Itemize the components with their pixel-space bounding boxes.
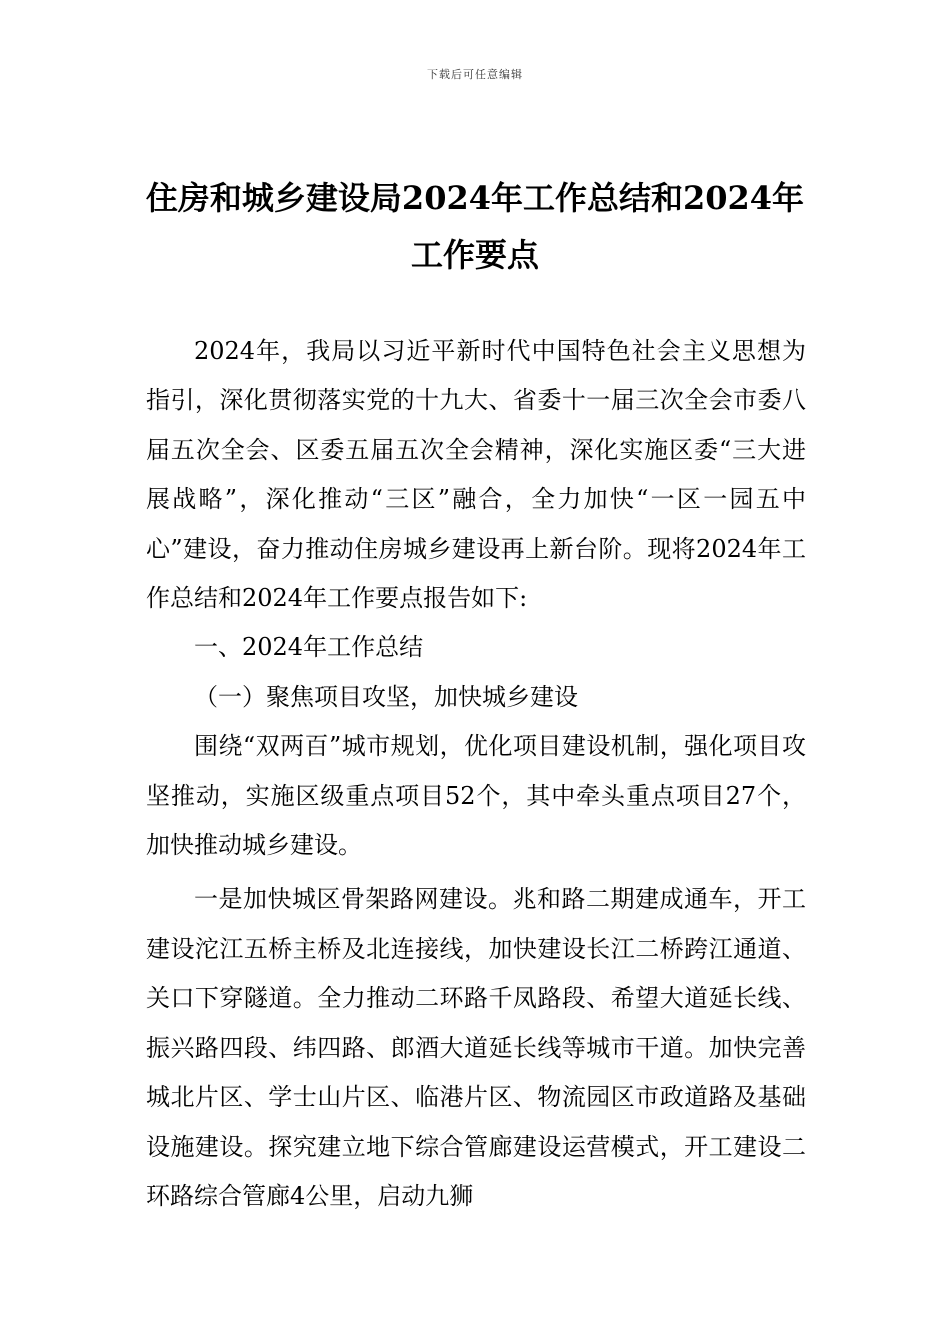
- intro-paragraph: 2024年，我局以习近平新时代中国特色社会主义思想为指引，深化贯彻落实党的十九大、省委十一届三次全会市委八届五次全会、区委五届五次全会精神，深化实施区委“三大进展战略”，深化推动“三区”融合，全力加快“一区一园五中心”建设，奋力推动住房城乡建设再上新台阶。现将2024年工作总结和2024年工作要点报告如下:: [146, 337, 806, 613]
- section-heading: 一、2024年工作总结: [194, 633, 424, 662]
- document-body: [146, 327, 806, 1221]
- subsection-heading: （一）聚焦项目攻坚，加快城乡建设: [194, 682, 578, 711]
- header-note: 下载后可任意编辑: [427, 68, 523, 81]
- document-title: 住房和城乡建设局2024年工作总结和2024年工作要点: [145, 179, 805, 274]
- body-paragraph: 围绕“双两百”城市规划，优化项目建设机制，强化项目攻坚推动，实施区级重点项目52个，其中牵头重点项目27个，加快推动城乡建设。: [146, 732, 806, 860]
- body-paragraph: 一是加快城区骨架路网建设。兆和路二期建成通车，开工建设沱江五桥主桥及北连接线，加快建设长江二桥跨江通道、关口下穿隧道。全力推动二环路千凤路段、希望大道延长线、振兴路四段、纬四路、郎酒大道延长线等城市干道。加快完善城北片区、学士山片区、临港片区、物流园区市政道路及基础设施建设。探究建立地下综合管廊建设运营模式，开工建设二环路综合管廊4公里，启动九狮: [146, 885, 806, 1210]
